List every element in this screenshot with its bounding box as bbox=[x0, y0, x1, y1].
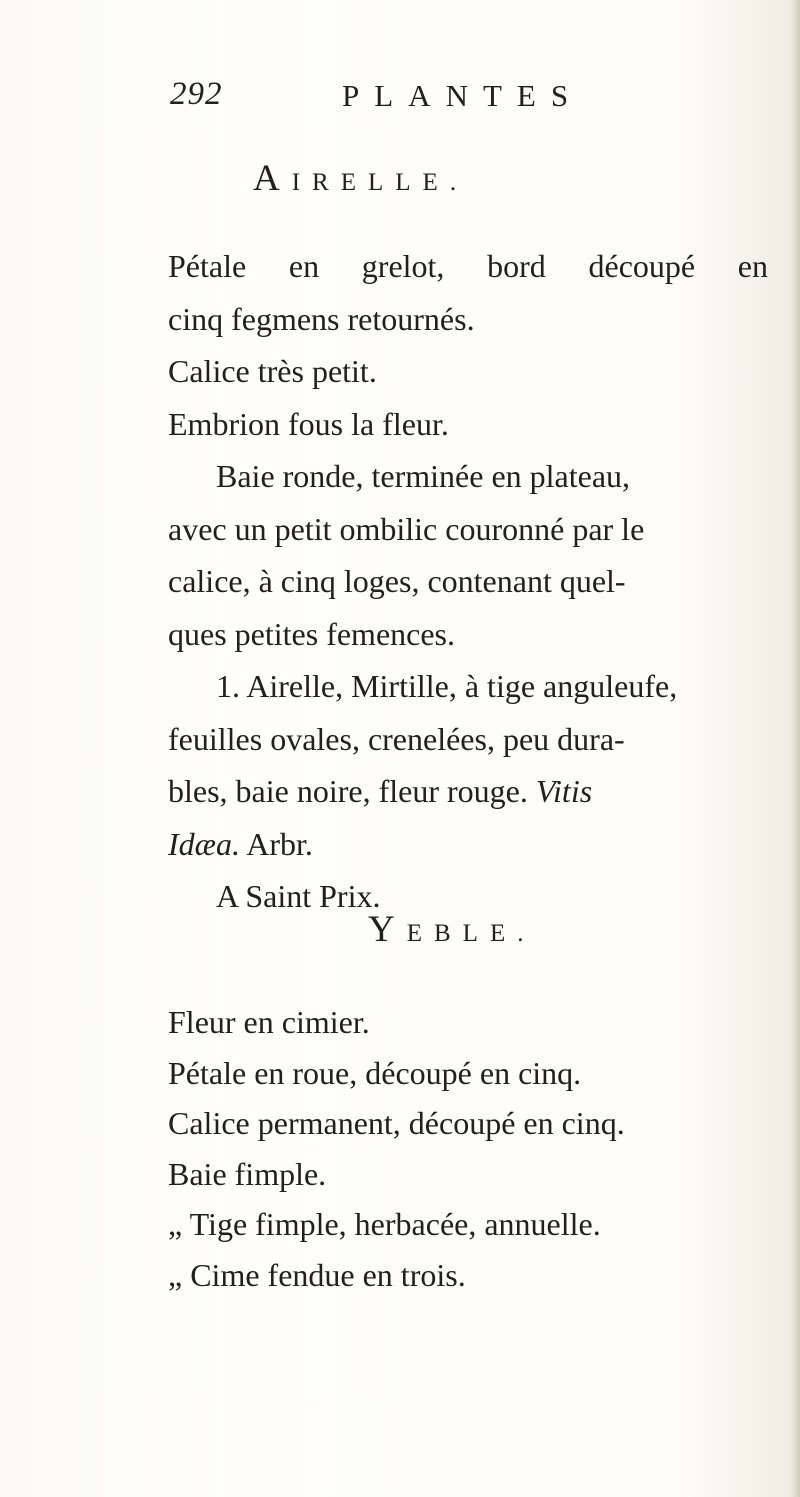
page-edge-shadow bbox=[790, 0, 800, 1497]
text-line: Pétale en roue, découpé en cinq. bbox=[168, 1054, 582, 1091]
text-line: Fleur en cimier. bbox=[168, 1004, 370, 1040]
text-line: Calice permanent, découpé en cinq. bbox=[168, 1105, 625, 1141]
text-line bbox=[168, 818, 768, 871]
text-line: cinq fegmens retournés. bbox=[168, 300, 475, 337]
text-line: „ Cime fendue en trois. bbox=[168, 1256, 466, 1293]
latin-name: Vitis bbox=[535, 773, 593, 809]
text-line: 1. Airelle, Mirtille, à tige anguleufe, bbox=[216, 668, 678, 704]
text-line: Pétale en grelot, bord découpé en bbox=[168, 248, 768, 284]
page-header bbox=[170, 70, 650, 120]
text-line: Calice très petit. bbox=[168, 353, 377, 389]
section-body-yeble bbox=[168, 997, 768, 1300]
latin-name: Idæa. bbox=[168, 825, 240, 862]
running-head: PLANTES bbox=[342, 78, 584, 113]
text-line: Embrion fous la fleur. bbox=[168, 405, 449, 442]
section-body-airelle bbox=[168, 240, 768, 923]
text-line: feuilles ovales, crenelées, peu dura- bbox=[168, 720, 625, 757]
text-line: Baie ronde, terminée en plateau, bbox=[216, 458, 631, 494]
text-line bbox=[168, 765, 768, 818]
section-title-airelle: AIRELLE. bbox=[253, 158, 469, 199]
text-fragment: Arbr. bbox=[246, 825, 313, 862]
text-line: ques petites femences. bbox=[168, 615, 455, 652]
text-line: calice, à cinq loges, contenant quel- bbox=[168, 563, 626, 599]
text-fragment: bles, baie noire, fleur rouge. bbox=[168, 773, 528, 809]
text-line: Baie fimple. bbox=[168, 1155, 327, 1192]
text-line: „ Tige fimple, herbacée, annuelle. bbox=[168, 1206, 601, 1242]
text-line: A Saint Prix. bbox=[216, 878, 381, 914]
text-line: avec un petit ombilic couronné par le bbox=[168, 510, 645, 547]
page-number: 292 bbox=[170, 76, 223, 112]
section-title-yeble: YEBLE. bbox=[368, 909, 536, 950]
